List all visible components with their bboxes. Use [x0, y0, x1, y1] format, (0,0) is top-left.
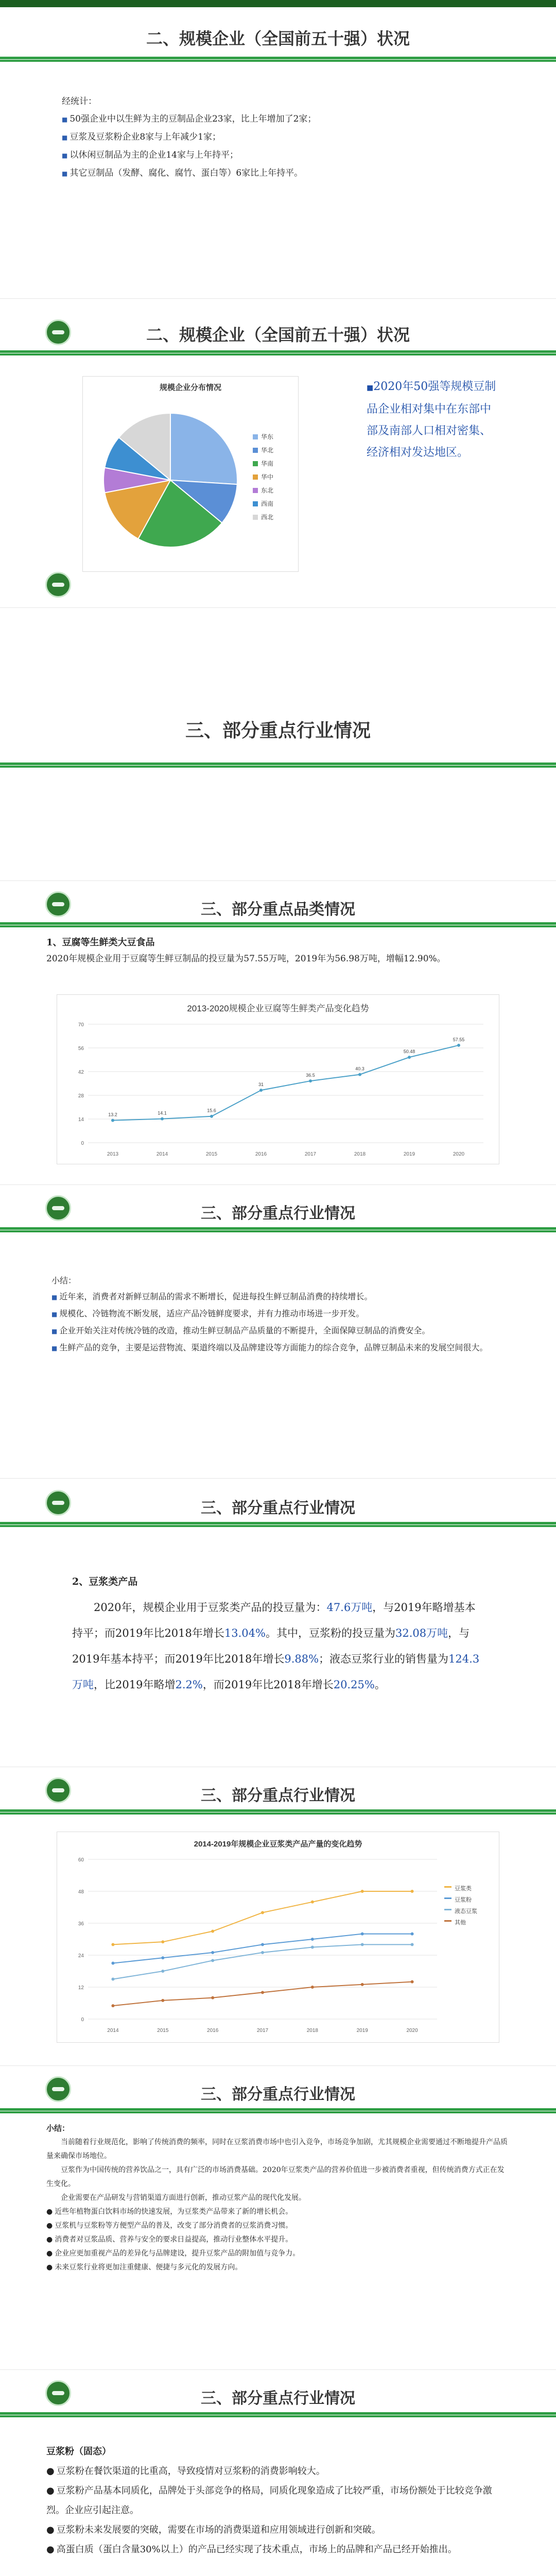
data-point: [211, 1996, 214, 1999]
series-line: [113, 1934, 412, 1963]
data-point: [161, 1970, 164, 1973]
data-point: [361, 1943, 364, 1946]
data-label: 14.1: [158, 1110, 167, 1116]
data-point: [111, 1119, 114, 1122]
pie-chart-title: 规模企业分布情况: [159, 383, 221, 392]
data-point: [408, 1056, 411, 1059]
x-tick-label: 2019: [356, 2028, 368, 2033]
summary-line: ● 消费者对豆浆品质、营养与安全的要求日益提高，推动行业整体水平提升。: [46, 2233, 510, 2247]
para-value: 47.6万吨: [326, 1601, 373, 1614]
x-tick-label: 2014: [107, 2028, 119, 2033]
summary-line: ● 豆浆粉产品基本同质化，品牌处于头部竞争的格局，同质化现象造成了比较严重，市场份额处于比较竞争激烈。企业应引起注意。: [46, 2481, 510, 2520]
summary-line: ● 近些年植物蛋白饮料市场的快速发展，为豆浆类产品带来了新的增长机会。: [46, 2205, 510, 2219]
legend-swatch: [253, 434, 258, 439]
para-text: 。: [374, 1679, 386, 1691]
para-text: ，比2019年略增: [94, 1679, 176, 1691]
soy-milk-chart-panel: [57, 1832, 499, 2043]
summary-paragraph: 豆浆作为中国传统的营养饮品之一，具有广泛的市场消费基础。2020年豆浆类产品的营养价值进一步被消费者重视，但传统消费方式正在发生变化。: [46, 2166, 505, 2188]
slide-8-body: [46, 2122, 510, 2275]
slide-6-body: [72, 1569, 484, 1698]
para-text: ；液态豆浆行业的销售量为: [319, 1653, 449, 1665]
data-point: [411, 1980, 414, 1984]
slide-1-line: ■ 以休闲豆制品为主的企业14家与上年持平；: [62, 146, 499, 164]
slide-5-body: [51, 1273, 510, 1357]
slide-7: [0, 1767, 556, 2066]
legend-label: 华中: [261, 473, 274, 481]
legend-label: 西南: [261, 500, 274, 507]
series-line: [113, 1944, 412, 1979]
data-point: [311, 1901, 314, 1904]
fresh-tofu-chart-title: 2013-2020规模企业豆腐等生鲜类产品变化趋势: [187, 1004, 369, 1013]
title-stripe: [0, 2108, 556, 2113]
slide-7-title: 三、部分重点行业情况: [201, 1787, 355, 1805]
data-point: [210, 1115, 213, 1118]
data-point: [411, 1943, 414, 1946]
data-label: 40.3: [355, 1066, 364, 1072]
title-stripe: [0, 1522, 556, 1527]
x-tick-label: 2020: [453, 1151, 465, 1157]
data-point: [161, 1117, 164, 1121]
slide-4: [0, 881, 556, 1185]
y-tick-label: 14: [78, 1117, 84, 1123]
series-line: [113, 1891, 412, 1944]
soy-milk-line-chart: [57, 1849, 499, 2040]
slide-5-title: 三、部分重点行业情况: [201, 1205, 355, 1223]
data-point: [111, 1978, 114, 1981]
data-point: [457, 1044, 460, 1047]
slide-3: [0, 608, 556, 881]
slide-6-heading: 2、豆浆类产品: [72, 1576, 138, 1587]
x-tick-label: 2016: [207, 2028, 219, 2033]
slide-1-line: ■ 其它豆制品（发酵、腐化、腐竹、蛋白等）6家比上年持平。: [62, 164, 499, 182]
slide-1-body: [62, 93, 499, 182]
para-value: 2.2%: [175, 1679, 203, 1691]
slide-6-title: 三、部分重点行业情况: [201, 1499, 355, 1517]
legend-swatch: [253, 448, 258, 453]
y-tick-label: 36: [78, 1921, 84, 1927]
summary-line: ● 未来豆浆行业将更加注重健康、便捷与多元化的发展方向。: [46, 2261, 510, 2275]
slide-1-line: ■ 豆浆及豆浆粉企业8家与上年减少1家；: [62, 128, 499, 146]
slide-2-side-text: ■2020年50强等规模豆制品企业相对集中在东部中部及南部人口相对密集、经济相对发达地区。: [367, 380, 496, 459]
data-point: [161, 1940, 164, 1943]
slide-4-heading: 1、豆腐等生鲜类大豆食品: [46, 937, 155, 948]
data-point: [211, 1959, 214, 1962]
summary-paragraph: 企业需要在产品研发与营销渠道方面进行创新，推动豆浆产品的现代化发展。: [61, 2194, 306, 2202]
x-tick-label: 2015: [157, 2028, 169, 2033]
para-value: 9.88%: [284, 1653, 319, 1665]
y-tick-label: 0: [81, 2017, 84, 2023]
data-point: [261, 1951, 264, 1954]
y-tick-label: 56: [78, 1046, 84, 1052]
summary-line: ● 企业应更加重视产品的差异化与品牌建设，提升豆浆产品的附加值与竞争力。: [46, 2247, 510, 2261]
x-tick-label: 2017: [256, 2028, 269, 2033]
title-stripe: [0, 2412, 556, 2417]
slide-9-body: [46, 2442, 510, 2560]
x-tick-label: 2016: [255, 1151, 267, 1157]
data-point: [261, 1991, 264, 1994]
pie-chart: [83, 393, 298, 568]
data-point: [411, 1890, 414, 1893]
data-point: [161, 1956, 164, 1959]
slide-4-title: 三、部分重点品类情况: [201, 901, 355, 919]
slide-9: [0, 2370, 556, 2576]
legend-swatch: [253, 461, 258, 466]
slide-1-intro: 经统计：: [62, 96, 97, 107]
summary-line: ● 豆浆粉未来发展要的突破，需要在市场的消费渠道和应用领域进行创新和突破。: [46, 2520, 510, 2540]
title-stripe: [0, 922, 556, 927]
summary-line: ■ 生鲜产品的竞争，主要是运营物流、渠道终端以及品牌建设等方面能力的综合竞争，品牌豆制品未来的发展空间很大。: [51, 1340, 510, 1357]
soy-milk-chart-title: 2014-2019年规模企业豆浆类产品产量的变化趋势: [194, 1840, 362, 1849]
x-tick-label: 2018: [354, 1151, 366, 1157]
para-value: 20.25%: [333, 1679, 375, 1691]
slide-5-heading: 小结：: [51, 1276, 77, 1285]
summary-line: ● 豆浆机与豆浆粉等方便型产品的普及，改变了部分消费者的豆浆消费习惯。: [46, 2219, 510, 2233]
slide-8-heading: 小结：: [46, 2124, 70, 2133]
company-logo: [45, 572, 71, 598]
slide-4-body: [46, 935, 499, 967]
legend-label: 东北: [261, 487, 274, 494]
legend-swatch: [444, 1920, 451, 1922]
legend-label: 华东: [261, 433, 274, 440]
data-point: [311, 1946, 314, 1949]
data-point: [311, 1938, 314, 1941]
data-point: [361, 1983, 364, 1986]
y-tick-label: 60: [78, 1857, 84, 1863]
slide-2: [0, 299, 556, 608]
legend-label: 其他: [455, 1920, 466, 1926]
series-line: [113, 1045, 459, 1121]
summary-paragraph: 当前随着行业规范化，影响了传统消费的频率，同时在豆浆消费市场中也引入竞争，市场竞争加剧，尤其规模企业需要通过不断地提升产品质量来确保市场地位。: [46, 2138, 508, 2160]
x-tick-label: 2015: [205, 1151, 218, 1157]
summary-line: ■ 近年来，消费者对新鲜豆制品的需求不断增长，促进每投生鲜豆制品消费的持续增长。: [51, 1289, 510, 1306]
data-label: 36.5: [306, 1073, 315, 1078]
data-label: 31: [258, 1082, 264, 1088]
legend-swatch: [444, 1897, 451, 1899]
x-tick-label: 2018: [306, 2028, 318, 2033]
x-tick-label: 2017: [304, 1151, 317, 1157]
title-stripe: [0, 350, 556, 355]
slide-6: [0, 1479, 556, 1767]
para-value: 32.08万吨: [395, 1627, 448, 1639]
data-label: 57.55: [453, 1037, 465, 1042]
legend-label: 豆浆类: [455, 1886, 472, 1892]
x-tick-label: 2013: [107, 1151, 119, 1157]
legend-label: 华南: [261, 460, 274, 467]
legend-swatch: [444, 1886, 451, 1888]
side-text: 2020年50强等规模豆制品企业相对集中在东部中部及南部人口相对密集、经济相对发达地区。: [367, 380, 496, 459]
legend-swatch: [444, 1909, 451, 1910]
slide-4-text: 2020年规模企业用于豆腐等生鲜豆制品的投豆量为57.55万吨，2019年为56.98万吨，增幅12.90%。: [46, 954, 446, 964]
data-point: [259, 1089, 263, 1092]
slide-8: [0, 2066, 556, 2370]
title-stripe: [0, 1227, 556, 1232]
title-stripe: [0, 1809, 556, 1815]
legend-label: 华北: [261, 447, 274, 454]
summary-line: ● 豆浆粉在餐饮渠道的比重高，导致疫情对豆浆粉的消费影响较大。: [46, 2462, 510, 2481]
pie-slice: [170, 413, 237, 484]
y-tick-label: 48: [78, 1889, 84, 1895]
para-value: 124.3万吨: [72, 1653, 480, 1691]
slide-top-band: [0, 0, 556, 7]
x-tick-label: 2014: [156, 1151, 168, 1157]
data-label: 15.6: [207, 1108, 216, 1113]
x-tick-label: 2020: [406, 2028, 418, 2033]
data-point: [211, 1930, 214, 1933]
data-point: [111, 2004, 114, 2007]
data-point: [261, 1911, 264, 1914]
data-point: [411, 1933, 414, 1936]
legend-swatch: [253, 501, 258, 506]
slide-1: [0, 0, 556, 299]
data-point: [309, 1079, 312, 1082]
slide-5: [0, 1185, 556, 1479]
title-stripe: [0, 57, 556, 62]
data-label: 13.2: [108, 1112, 117, 1117]
slide-9-heading: 豆浆粉（固态）: [46, 2446, 111, 2457]
data-point: [111, 1962, 114, 1965]
fresh-tofu-chart-panel: [57, 994, 499, 1164]
para-text: 。其中，豆浆粉的投豆量为: [265, 1627, 395, 1639]
data-point: [211, 1951, 214, 1954]
para-text: ，与2019年略增基本持平；而2019年比2018年增长: [72, 1601, 476, 1639]
y-tick-label: 24: [78, 1953, 84, 1959]
summary-line: ■ 规模化、冷链物流不断发展，适应产品冷链鲜度要求，并有力推动市场进一步开发。: [51, 1306, 510, 1323]
data-point: [111, 1943, 114, 1946]
para-text: ，与2019年基本持平；而2019年比2018年增长: [72, 1627, 470, 1665]
para-text: 2020年，规模企业用于豆浆类产品的投豆量为：: [94, 1601, 327, 1614]
legend-swatch: [253, 515, 258, 520]
data-point: [261, 1943, 264, 1946]
data-point: [161, 1999, 164, 2002]
pie-chart-panel: [82, 376, 299, 572]
para-value: 13.04%: [224, 1627, 266, 1639]
slide-1-line: ■ 50强企业中以生鲜为主的豆制品企业23家，比上年增加了2家；: [62, 110, 499, 128]
slide-9-title: 三、部分重点行业情况: [201, 2389, 355, 2408]
data-label: 50.48: [403, 1049, 415, 1055]
data-point: [361, 1933, 364, 1936]
legend-swatch: [253, 488, 258, 493]
y-tick-label: 70: [78, 1022, 84, 1028]
soy-milk-paragraph: [72, 1595, 484, 1698]
legend-label: 液态豆浆: [455, 1908, 477, 1914]
summary-line: ■ 企业开始关注对传统冷链的改造，推动生鲜豆制品产品质量的不断提升，全面保障豆制品的消费安全。: [51, 1323, 510, 1340]
legend-label: 豆浆粉: [455, 1897, 472, 1903]
summary-line: ● 高蛋白质（蛋白含量30%以上）的产品已经实现了技术重点，市场上的品牌和产品已经开始推出。: [46, 2540, 510, 2560]
legend-label: 西北: [261, 514, 274, 521]
y-tick-label: 42: [78, 1070, 84, 1075]
y-tick-label: 12: [78, 1985, 84, 1991]
legend-swatch: [253, 474, 258, 480]
fresh-tofu-line-chart: [57, 1014, 499, 1163]
data-point: [311, 1986, 314, 1989]
y-tick-label: 28: [78, 1093, 84, 1099]
section-title: 三、部分重点行业情况: [185, 720, 371, 741]
para-text: ，而2019年比2018年增长: [202, 1679, 334, 1691]
data-point: [358, 1073, 361, 1076]
title-stripe: [0, 762, 556, 768]
y-tick-label: 0: [81, 1141, 84, 1146]
slide-2-title: 二、规模企业（全国前五十强）状况: [146, 325, 410, 345]
data-point: [361, 1890, 364, 1893]
slide-1-title: 二、规模企业（全国前五十强）状况: [146, 29, 410, 48]
x-tick-label: 2019: [403, 1151, 415, 1157]
slide-8-title: 三、部分重点行业情况: [201, 2086, 355, 2104]
